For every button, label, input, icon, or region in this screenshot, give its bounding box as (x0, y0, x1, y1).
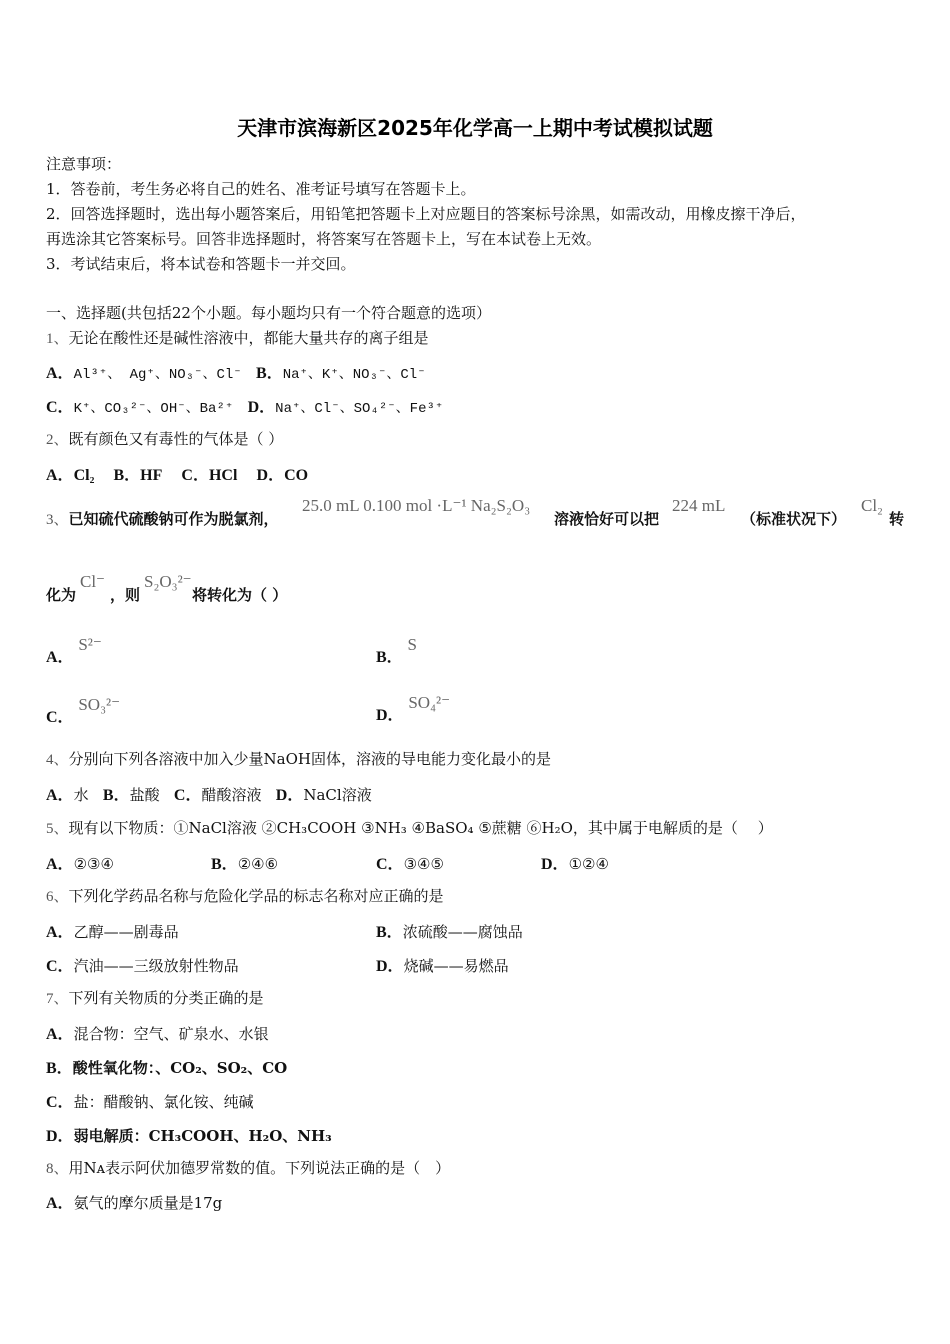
option-label-d: D． (275, 787, 304, 804)
notice-heading: 注意事项： (46, 155, 122, 173)
option-label-a: A． (46, 1026, 74, 1043)
option-b: ②④⑥ (237, 855, 279, 873)
notice-item-2: 2．回答选择题时，选出每小题答案后，用铅笔把答题卡上对应题目的答案标号涂黑，如需改动，用橡皮擦干净后， (46, 205, 806, 223)
option-label-c: C． (46, 709, 74, 726)
option-a[interactable]: Al³⁺、 Ag⁺、NO₃⁻、Cl⁻ (73, 367, 242, 383)
option-label-b: B． (113, 467, 141, 484)
option-a: 乙醇——剧毒品 (73, 923, 179, 941)
question-stem-part1: 已知硫代硫酸钠可作为脱氯剂， (68, 510, 279, 528)
option-d: 弱电解质：CH₃COOH、H₂O、NH₃ (73, 1127, 332, 1145)
option-b: 酸性氧化物：、CO₂、SO₂、CO (72, 1059, 288, 1077)
question-8-option-a[interactable] (46, 1190, 222, 1213)
option-b[interactable]: 盐酸 (129, 786, 160, 804)
formula-cl2: Cl₂ (861, 496, 883, 515)
question-2 (46, 428, 283, 449)
question-5 (46, 817, 773, 838)
option-label-d: D． (541, 856, 569, 873)
question-6-option-b[interactable] (376, 919, 523, 942)
option-d: 烧碱——易燃品 (403, 957, 509, 975)
question-3 (46, 496, 905, 528)
option-c: 盐：醋酸钠、氯化铵、纯碱 (73, 1093, 254, 1111)
question-stem: 无论在酸性还是碱性溶液中，都能大量共存的离子组是 (68, 329, 429, 347)
option-label-b: B． (376, 924, 403, 941)
option-label-a: A． (46, 649, 74, 666)
option-label-b: B． (211, 856, 238, 873)
option-label-d: D． (256, 467, 285, 484)
option-label-c: C． (173, 787, 202, 804)
option-d: ①②④ (568, 855, 609, 873)
option-label-b: B． (376, 649, 403, 666)
option-label-d: D． (46, 1128, 74, 1145)
option-a[interactable]: Cl₂ (73, 467, 95, 484)
question-3-line2 (46, 572, 288, 604)
question-stem: 现有以下物质：①NaCl溶液 ②CH₃COOH ③NH₃ ④BaSO₄ ⑤蔗糖 ⑥H₂O，其中属于电解质的是（ ） (68, 819, 773, 837)
option-a: 氨气的摩尔质量是17g (73, 1194, 223, 1212)
option-c[interactable]: 醋酸溶液 (201, 786, 262, 804)
option-b: 浓硫酸——腐蚀品 (402, 923, 523, 941)
option-label-a: A． (46, 924, 74, 941)
option-c: ③④⑤ (403, 855, 444, 873)
question-5-option-d[interactable] (541, 851, 609, 874)
question-number: 2、 (46, 432, 69, 448)
option-label-b: B． (256, 365, 283, 382)
question-5-option-b[interactable] (211, 851, 278, 874)
question-stem-part3: （标准状况下） (741, 510, 847, 528)
question-number: 3、 (46, 512, 69, 528)
question-stem-part2: 溶液恰好可以把 (554, 510, 660, 528)
option-label-c: C． (181, 467, 209, 484)
option-b: S (407, 635, 417, 654)
option-label-d: D． (376, 958, 404, 975)
option-c: SO₃²⁻ (78, 695, 121, 714)
section-heading: 一、选择题(共包括22个小题。每小题均只有一个符合题意的选项） (46, 304, 491, 322)
option-b[interactable]: HF (140, 467, 163, 484)
option-label-c: C． (376, 856, 404, 873)
question-4-options (46, 782, 372, 805)
option-label-c: C． (46, 399, 74, 416)
question-stem-part4: 转 (889, 510, 905, 528)
question-6-option-c[interactable] (46, 953, 239, 976)
formula-solution: 25.0 mL 0.100 mol ·L⁻¹ Na₂S₂O₃ (302, 496, 531, 515)
question-stem: 既有颜色又有毒性的气体是（ ） (68, 430, 284, 448)
notice-item-3: 3．考试结束后，将本试卷和答题卡一并交回。 (46, 255, 356, 273)
question-stem: 用Nᴀ表示阿伏加德罗常数的值。下列说法正确的是（ ） (68, 1159, 451, 1177)
question-4 (46, 748, 551, 769)
option-label-a: A． (46, 467, 74, 484)
question-stem-line2-part3: 将转化为（ ） (192, 586, 288, 604)
option-label-c: C． (46, 958, 74, 975)
option-d[interactable]: NaCl溶液 (303, 786, 372, 804)
option-c: 汽油——三级放射性物品 (73, 957, 239, 975)
question-stem: 分别向下列各溶液中加入少量NaOH固体，溶液的导电能力变化最小的是 (68, 750, 551, 768)
question-stem-line2-part1: 化为 (46, 586, 77, 604)
option-d: SO₄²⁻ (408, 693, 451, 712)
option-d[interactable]: CO (284, 467, 309, 484)
option-label-a: A． (46, 365, 74, 382)
question-2-options (46, 462, 308, 485)
question-number: 5、 (46, 821, 69, 837)
option-c[interactable]: HCl (208, 467, 238, 484)
question-6-option-d[interactable] (376, 953, 509, 976)
option-label-a: A． (46, 1195, 74, 1212)
option-a: 混合物：空气、矿泉水、水银 (73, 1025, 269, 1043)
question-number: 1、 (46, 331, 69, 347)
question-6 (46, 885, 444, 906)
question-number: 4、 (46, 752, 69, 768)
option-label-d: D． (247, 399, 276, 416)
question-7-option-d[interactable] (46, 1123, 332, 1146)
question-3-option-c[interactable] (46, 692, 121, 726)
question-7-option-b[interactable] (46, 1055, 287, 1078)
question-stem: 下列有关物质的分类正确的是 (68, 989, 264, 1007)
formula-thiosulfate: S₂O₃²⁻ (144, 572, 192, 591)
formula-cl-ion: Cl⁻ (80, 572, 106, 591)
question-1-options-cd (46, 394, 443, 417)
question-number: 6、 (46, 889, 69, 905)
question-1-options-ab (46, 360, 426, 383)
notice-item-2-cont: 再选涂其它答案标号。回答非选择题时，将答案写在答题卡上，写在本试卷上无效。 (46, 230, 602, 248)
question-6-option-a[interactable] (46, 919, 179, 942)
option-a: ②③④ (73, 855, 114, 873)
option-label-a: A． (46, 787, 74, 804)
option-b[interactable]: Na⁺、K⁺、NO₃⁻、Cl⁻ (282, 367, 426, 383)
question-8 (46, 1157, 450, 1178)
question-5-option-a[interactable] (46, 851, 114, 874)
question-7-option-a[interactable] (46, 1021, 269, 1044)
option-c[interactable]: K⁺、CO₃²⁻、OH⁻、Ba²⁺ (73, 401, 234, 417)
question-5-option-c[interactable] (376, 851, 444, 874)
question-7-option-c[interactable] (46, 1089, 254, 1112)
question-7 (46, 987, 264, 1008)
option-label-d: D． (376, 707, 404, 724)
option-a: S²⁻ (78, 635, 102, 654)
question-stem-line2-part2: ，则 (110, 586, 141, 604)
option-label-c: C． (46, 1094, 74, 1111)
question-number: 7、 (46, 991, 69, 1007)
question-number: 8、 (46, 1161, 69, 1177)
option-a[interactable]: 水 (73, 786, 89, 804)
question-3-option-d[interactable] (376, 690, 451, 724)
formula-volume: 224 mL (672, 496, 726, 515)
question-3-option-a[interactable] (46, 632, 102, 666)
option-label-b: B． (102, 787, 130, 804)
question-3-option-b[interactable] (376, 632, 417, 666)
notice-item-1: 1．答卷前，考生务必将自己的姓名、准考证号填写在答题卡上。 (46, 180, 476, 198)
page-title: 天津市滨海新区2025年化学高一上期中考试模拟试题 (237, 116, 713, 140)
option-d[interactable]: Na⁺、Cl⁻、SO₄²⁻、Fe³⁺ (275, 401, 444, 417)
option-label-b: B． (46, 1060, 73, 1077)
option-label-a: A． (46, 856, 74, 873)
question-stem: 下列化学药品名称与危险化学品的标志名称对应正确的是 (68, 887, 444, 905)
question-1 (46, 327, 429, 348)
